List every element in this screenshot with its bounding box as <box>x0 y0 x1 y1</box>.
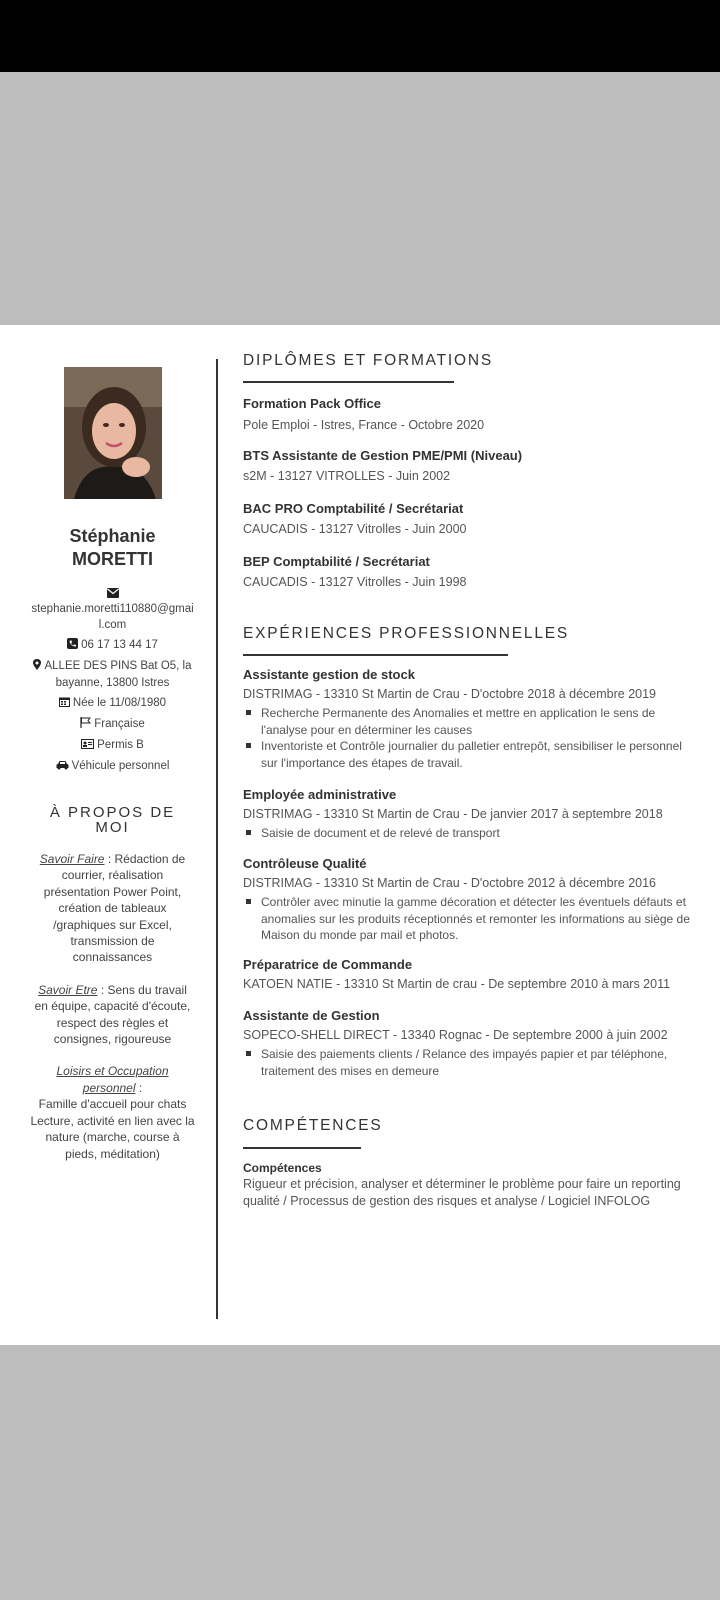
education-item-title: BEP Comptabilité / Secrétariat <box>243 554 430 569</box>
first-name: Stéphanie <box>69 526 156 546</box>
loisirs-colon: : <box>135 1080 143 1095</box>
savoir-faire-text: : Rédaction de courrier, réalisation présentation Power Point, création de tableaux /graphiques sur Excel, transmission de connaissances <box>43 852 186 965</box>
birth-line <box>30 695 195 712</box>
education-item <box>243 553 693 591</box>
education-item <box>243 395 693 434</box>
address: ALLEE DES PINS Bat O5, la bayanne, 13800 Istres <box>44 660 192 689</box>
experience-item-sub: SOPECO-SHELL DIRECT - 13340 Rognac - De septembre 2000 à juin 2002 <box>243 1028 668 1042</box>
calendar-icon <box>59 696 70 712</box>
experience-item <box>243 956 693 993</box>
phone-line <box>30 637 195 654</box>
experience-bullets <box>243 705 693 771</box>
map-marker-icon <box>33 659 41 675</box>
education-item-title: Formation Pack Office <box>243 396 381 411</box>
savoir-etre <box>30 982 195 1048</box>
experience-item-title: Assistante gestion de stock <box>243 667 415 682</box>
savoir-etre-label: Savoir Etre <box>38 982 98 997</box>
phone[interactable]: 06 17 13 44 17 <box>81 639 158 651</box>
email[interactable]: stephanie.moretti110880@gmail.com <box>31 603 194 631</box>
education-underline <box>243 381 454 383</box>
experience-item-title: Assistante de Gestion <box>243 1008 380 1023</box>
phone-icon <box>67 638 78 654</box>
education-item-sub: Pole Emploi - Istres, France - Octobre 2020 <box>243 418 485 432</box>
experience-item <box>243 1007 693 1079</box>
education-item <box>243 500 693 538</box>
id-card-icon <box>81 738 94 754</box>
car-icon <box>56 759 69 775</box>
contact-info <box>30 587 195 779</box>
education-item-sub: s2M - 13127 VITROLLES - Juin 2002 <box>243 469 451 483</box>
education-item-sub: CAUCADIS - 13127 Vitrolles - Juin 1998 <box>243 575 467 589</box>
cv-page <box>0 325 720 1345</box>
experience-item-sub: DISTRIMAG - 13310 St Martin de Crau - D'octobre 2012 à décembre 2016 <box>243 876 657 890</box>
experience-item-title: Préparatrice de Commande <box>243 957 413 972</box>
skills-underline <box>243 1147 361 1149</box>
loisirs-label: Loisirs et Occupation personnel <box>56 1064 169 1095</box>
skills-block <box>243 1160 693 1209</box>
loisirs <box>30 1063 195 1161</box>
bullet-item: Inventoriste et Contrôle journalier du palletier entrepôt, sensibiliser le personnel sur l'importance des étapes de travail. <box>243 738 693 771</box>
nationality-line <box>30 716 195 733</box>
skills-title: COMPÉTENCES <box>243 1117 383 1134</box>
last-name: MORETTI <box>72 549 153 569</box>
bullet-item: Recherche Permanente des Anomalies et mettre en application le sens de l'analyse pour en déterminer les causes <box>243 705 693 738</box>
bullet-item: Contrôler avec minutie la gamme décoration et détecter les éventuels défauts et anomalies sur les produits réceptionnés et remonter les informations au siège de Maison du monde par mail et photos. <box>243 894 693 944</box>
about-title: À PROPOS DE MOI <box>49 804 176 836</box>
education-item-sub: CAUCADIS - 13127 Vitrolles - Juin 2000 <box>243 522 467 536</box>
experience-item-sub: DISTRIMAG - 13310 St Martin de Crau - D'octobre 2018 à décembre 2019 <box>243 687 657 701</box>
experience-item <box>243 666 693 771</box>
education-title: DIPLÔMES ET FORMATIONS <box>243 352 494 369</box>
vehicle-line <box>30 758 195 775</box>
experience-item <box>243 786 693 842</box>
full-name <box>30 525 195 571</box>
skills-text: Rigueur et précision, analyser et déterminer le problème pour faire un reporting qualité / Processus de gestion des risques et analyse / Logiciel INFOLOG <box>243 1177 681 1208</box>
birth-date: Née le 11/08/1980 <box>72 697 167 709</box>
experience-item-sub: DISTRIMAG - 13310 St Martin de Crau - De janvier 2017 à septembre 2018 <box>243 807 663 821</box>
education-item <box>243 447 693 485</box>
nationality: Française <box>94 718 145 730</box>
experience-item-sub: KATOEN NATIE - 13310 St Martin de crau - De septembre 2010 à mars 2011 <box>243 977 671 991</box>
experience-item-title: Contrôleuse Qualité <box>243 856 367 871</box>
experience-underline <box>243 654 508 656</box>
savoir-faire-label: Savoir Faire <box>39 852 105 866</box>
license-line <box>30 737 195 754</box>
experience-item <box>243 855 693 944</box>
experience-bullets <box>243 825 693 842</box>
vehicle: Véhicule personnel <box>71 760 170 772</box>
bullet-item: Saisie des paiements clients / Relance des impayés papier et par téléphone, traitement des mises en demeure <box>243 1046 693 1079</box>
savoir-faire <box>30 851 195 966</box>
loisirs-text: Famille d'accueil pour chats Lecture, activité en lien avec la nature (marche, course à pieds, méditation) <box>30 1097 195 1161</box>
skills-label: Compétences <box>243 1161 322 1175</box>
bullet-item: Saisie de document et de relevé de transport <box>243 825 693 842</box>
column-divider <box>216 359 218 1319</box>
experience-bullets <box>243 1046 693 1079</box>
address-line <box>30 658 195 691</box>
about-section <box>30 851 195 1178</box>
profile-photo <box>64 367 162 499</box>
experience-bullets <box>243 894 693 944</box>
savoir-etre-text: : Sens du travail en équipe, capacité d'écoute, respect des règles et consignes, rigoureuse <box>34 982 191 1047</box>
license: Permis B <box>97 739 144 751</box>
flag-icon <box>80 717 91 733</box>
envelope-icon <box>30 587 195 601</box>
education-item-title: BTS Assistante de Gestion PME/PMI (Niveau) <box>243 448 523 463</box>
experience-title: EXPÉRIENCES PROFESSIONNELLES <box>243 625 570 642</box>
education-item-title: BAC PRO Comptabilité / Secrétariat <box>243 501 464 516</box>
top-status-bar <box>0 0 720 72</box>
email-line <box>30 587 195 633</box>
experience-item-title: Employée administrative <box>243 787 397 802</box>
